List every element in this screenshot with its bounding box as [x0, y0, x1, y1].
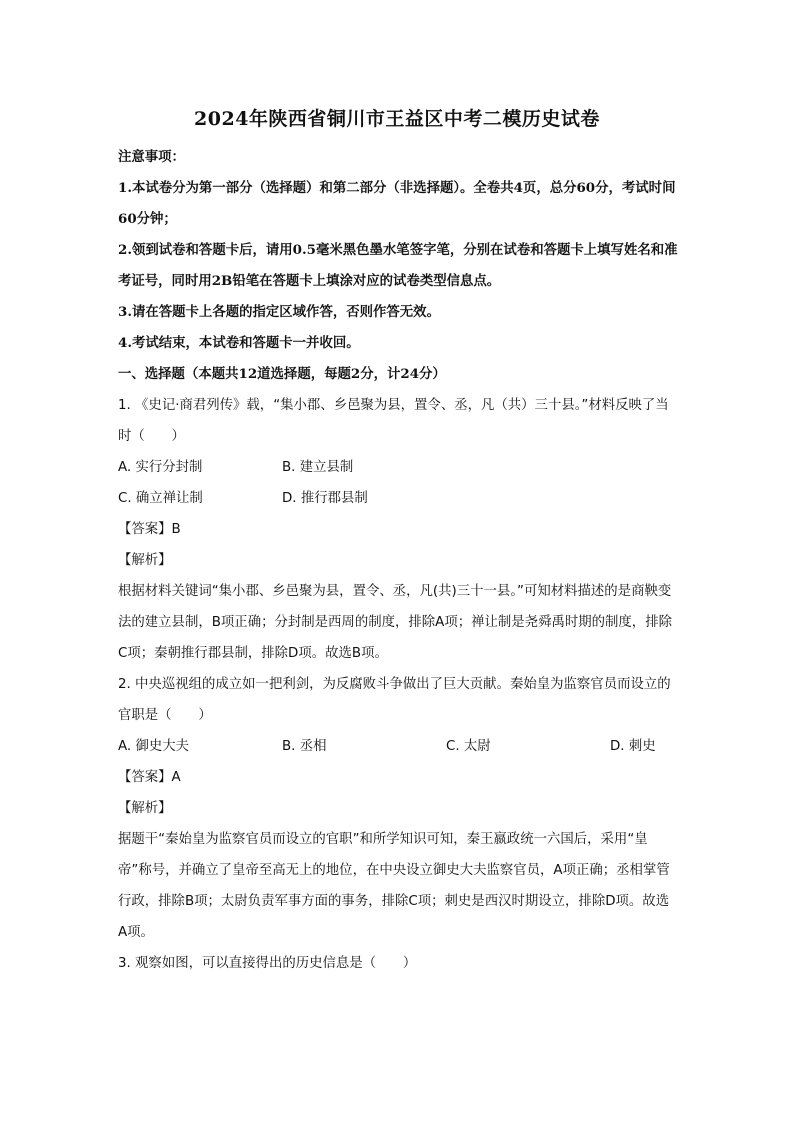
question-2-option-c: C. 太尉: [446, 739, 491, 754]
question-1-analysis: 根据材料关键词“集小郡、乡邑聚为县，置令、丞，凡(共)三十一县。”可知材料描述的是商鞅变法的建立县制，B项正确；分封制是西周的制度，排除A项；禅让制是尧舜禹时期的制度，排除C项；秦朝推行郡县制，排除D项。故选B项。: [118, 584, 672, 661]
question-2-analysis: 据题干“秦始皇为监察官员而设立的官职”和所学知识可知，秦王嬴政统一六国后，采用“皇帝”称号，并确立了皇帝至高无上的地位，在中央设立御史大夫监察官员，A项正确；丞相掌管行政，排除B项；太尉负责军事方面的事务，排除C项；刺史是西汉时期设立，排除D项。故选A项。: [118, 832, 670, 940]
question-1-stem: 1. 《史记·商君列传》载，“集小郡、乡邑聚为县，置令、丞，凡（共）三十县。”材料反映了当时（ ）: [118, 398, 669, 444]
notice-item-1: 1.本试卷分为第一部分（选择题）和第二部分（非选择题）。全卷共4页，总分60分，考试时间60分钟；: [118, 180, 676, 227]
page-title: 2024年陕西省铜川市王益区中考二模历史试卷: [194, 108, 600, 130]
notice-item-3: 3.请在答题卡上各题的指定区域作答，否则作答无效。: [118, 304, 440, 320]
question-1-analysis-label: 【解析】: [118, 553, 172, 568]
question-2-stem: 2. 中央巡视组的成立如一把利剑，为反腐败斗争做出了巨大贡献。秦始皇为监察官员而设立的官职是（ ）: [118, 677, 671, 723]
question-1-option-a: A. 实行分封制: [118, 460, 203, 475]
question-2-answer: 【答案】A: [118, 770, 181, 785]
exam-content: [118, 142, 678, 979]
question-1-options-row-2: [118, 483, 678, 514]
question-3-stem: 3. 观察如图，可以直接得出的历史信息是（ ）: [118, 956, 417, 971]
question-1-option-d: D. 推行郡县制: [282, 491, 368, 506]
question-2-option-a: A. 御史大夫: [118, 739, 189, 754]
question-2-analysis-label: 【解析】: [118, 801, 172, 816]
section-heading: 一、选择题（本题共12道选择题，每题2分，计24分）: [118, 366, 446, 382]
question-2-option-d: D. 刺史: [610, 739, 656, 754]
question-1-option-c: C. 确立禅让制: [118, 491, 203, 506]
notice-item-2: 2.领到试卷和答题卡后，请用0.5毫米黑色墨水笔签字笔，分别在试卷和答题卡上填写姓名和准考证号，同时用2B铅笔在答题卡上填涂对应的试卷类型信息点。: [118, 242, 678, 289]
question-2-option-b: B. 丞相: [282, 739, 327, 754]
notice-item-4: 4.考试结束，本试卷和答题卡一并收回。: [118, 335, 360, 351]
question-1-options-row-1: [118, 452, 678, 483]
question-1-answer: 【答案】B: [118, 522, 181, 537]
question-2-options-row: [118, 731, 678, 762]
question-1-option-b: B. 建立县制: [282, 460, 354, 475]
notice-heading: 注意事项：: [118, 149, 185, 165]
